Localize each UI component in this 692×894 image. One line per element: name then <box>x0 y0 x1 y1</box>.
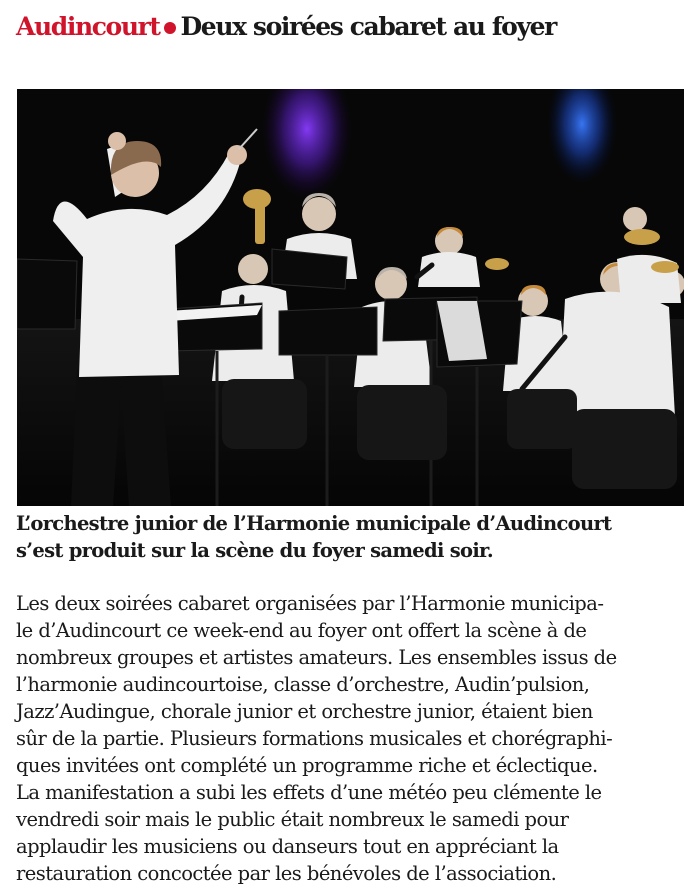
photo-caption <box>16 510 686 564</box>
caption-line: s’est produit sur la scène du foyer samedi soir. <box>16 539 493 562</box>
article-title: Deux soirées cabaret au foyer <box>180 12 556 41</box>
kicker-location: Audincourt <box>16 12 160 41</box>
body-line: applaudir les musiciens ou danseurs tout en appréciant la <box>16 835 559 858</box>
red-bullet-icon <box>164 22 176 34</box>
article-photo <box>17 89 684 506</box>
body-line: Les deux soirées cabaret organisées par l’Harmonie municipa- <box>16 592 604 615</box>
body-line: l’harmonie audincourtoise, classe d’orchestre, Audin’pulsion, <box>16 673 590 696</box>
body-line: ques invitées ont complété un programme riche et éclectique. <box>16 754 598 777</box>
body-line: nombreux groupes et artistes amateurs. Les ensembles issus de <box>16 646 617 669</box>
body-line: le d’Audincourt ce week-end au foyer ont offert la scène à de <box>16 619 587 642</box>
body-line: sûr de la partie. Plusieurs formations musicales et chorégraphi- <box>16 727 613 750</box>
body-line: La manifestation a subi les effets d’une météo peu clémente le <box>16 781 602 804</box>
body-line: restauration concoctée par les bénévoles de l’association. <box>16 862 557 885</box>
caption-line: L’orchestre junior de l’Harmonie municipale d’Audincourt <box>16 512 612 535</box>
orchestra-photo-illustration <box>17 89 684 506</box>
body-line: Jazz’Audingue, chorale junior et orchestre junior, étaient bien <box>16 700 593 723</box>
headline <box>16 10 556 44</box>
article-body <box>16 590 690 887</box>
body-line: vendredi soir mais le public était nombreux le samedi pour <box>16 808 569 831</box>
